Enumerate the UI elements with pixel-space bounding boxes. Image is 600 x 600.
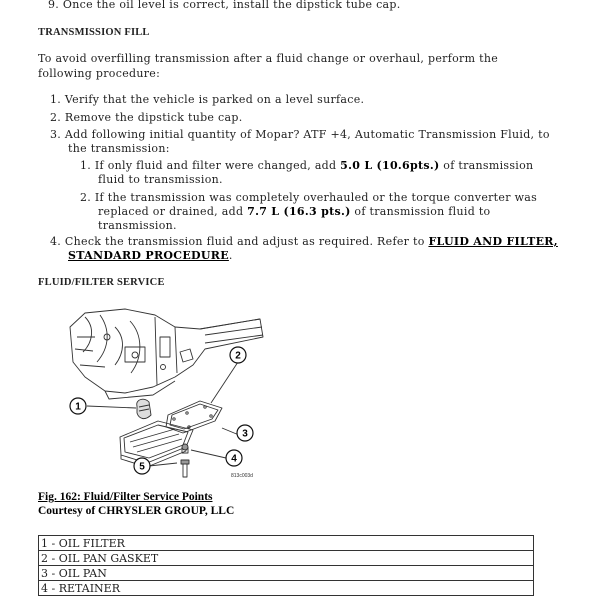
table-row: [39, 536, 534, 551]
callout-4-label: 4: [231, 453, 237, 465]
callout-1-label: 1: [75, 401, 81, 413]
standard-procedure-link[interactable]: STANDARD PROCEDURE: [68, 249, 229, 262]
fill-step-4: 4. Check the transmission fluid and adjust as required. Refer to FLUID AND FILTER,: [50, 235, 558, 248]
legend-item: 3 - OIL PAN: [39, 566, 534, 581]
fluid-filter-diagram: [65, 307, 265, 482]
legend-table: [38, 535, 534, 596]
figure-credit: Courtesy of CHRYSLER GROUP, LLC: [38, 505, 235, 517]
fill-step-2: 2. Remove the dipstick tube cap.: [50, 111, 243, 124]
quantity-value: 7.7 L (16.3 pts.): [247, 205, 351, 218]
intro-text-line1: To avoid overfilling transmission after a fluid change or overhaul, perform the: [38, 52, 499, 65]
table-row: [39, 551, 534, 566]
table-row: [39, 581, 534, 596]
figure-code: 813c003d: [231, 473, 253, 479]
callout-2-label: 2: [235, 350, 241, 362]
substep-2-line2: replaced or drained, add 7.7 L (16.3 pts.) of transmission fluid to: [98, 205, 491, 218]
figure-caption: Fig. 162: Fluid/Filter Service Points: [38, 491, 213, 503]
legend-item: 1 - OIL FILTER: [39, 536, 534, 551]
fill-step-3: 3. Add following initial quantity of Mopar? ATF +4, Automatic Transmission Fluid, to: [50, 128, 550, 141]
fill-step-4-line2: STANDARD PROCEDURE.: [68, 249, 233, 262]
section-heading-fluid-filter-service: FLUID/FILTER SERVICE: [38, 277, 165, 288]
fill-step-1: 1. Verify that the vehicle is parked on a level surface.: [50, 93, 365, 106]
legend-item: 4 - RETAINER: [39, 581, 534, 596]
fill-step-3-line2: the transmission:: [68, 142, 170, 155]
substep-1-line2: fluid to transmission.: [98, 173, 223, 186]
callout-5-label: 5: [139, 461, 145, 473]
table-row: [39, 566, 534, 581]
quantity-value: 5.0 L (10.6pts.): [340, 159, 440, 172]
legend-item: 2 - OIL PAN GASKET: [39, 551, 534, 566]
fluid-filter-link[interactable]: FLUID AND FILTER,: [428, 235, 558, 248]
intro-text-line2: following procedure:: [38, 67, 161, 80]
substep-1: 1. If only fluid and filter were changed, add 5.0 L (10.6pts.) of transmission: [80, 159, 534, 172]
step-9: 9. Once the oil level is correct, install the dipstick tube cap.: [48, 0, 401, 11]
substep-2: 2. If the transmission was completely overhauled or the torque converter was: [80, 191, 538, 204]
substep-2-line3: transmission.: [98, 219, 177, 232]
callout-3-label: 3: [242, 428, 248, 440]
section-heading-transmission-fill: TRANSMISSION FILL: [38, 27, 150, 38]
